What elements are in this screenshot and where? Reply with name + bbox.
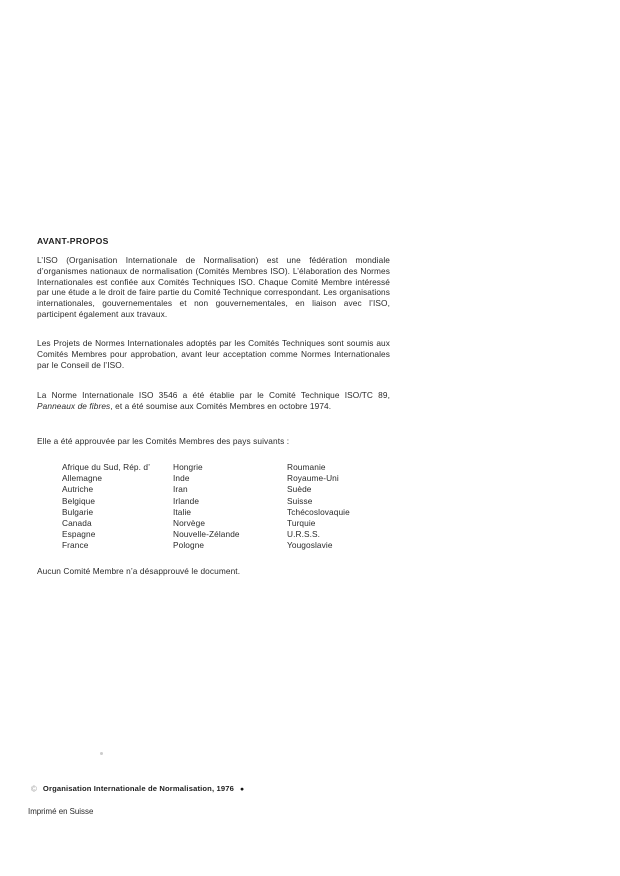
copyright-text: Organisation Internationale de Normalisation, 1976	[42, 784, 234, 793]
country-item: Roumanie	[287, 462, 326, 472]
bullet-icon: ●	[239, 786, 245, 793]
paragraph-draft-approval-process: Les Projets de Normes Internationales adoptés par les Comités Techniques sont soumis aux Comités Membres pour approbation, avant leur acceptation comme Normes Internationales par le Conseil de l’ISO.	[37, 338, 390, 370]
copyright-line	[31, 784, 244, 794]
country-item: Inde	[173, 473, 190, 484]
country-item: Royaume-Uni	[287, 473, 339, 484]
country-item: Espagne	[62, 529, 96, 540]
committee-title-italic: Panneaux de fibres	[37, 400, 111, 411]
country-column-1	[62, 462, 173, 552]
country-item: Italie	[173, 506, 192, 517]
country-item: Turquie	[287, 518, 316, 529]
country-item: Allemagne	[62, 473, 103, 484]
country-item: Belgique	[62, 495, 96, 506]
country-item: Canada	[62, 518, 92, 529]
country-column-3	[287, 462, 350, 552]
country-item: Afrique du Sud, Rép. d’	[62, 462, 151, 472]
country-item: Iran	[173, 484, 188, 495]
paragraph-standard-origin-text: La Norme Internationale ISO 3546 a été établie par le Comité Technique ISO/TC 89,	[37, 390, 390, 400]
scan-artifact-speck	[100, 752, 103, 755]
country-item: Bulgarie	[62, 506, 94, 517]
paragraph-standard-origin	[37, 390, 390, 412]
country-column-2	[173, 462, 287, 552]
country-item: Autriche	[62, 484, 94, 495]
copyright-icon: ©	[31, 784, 37, 794]
country-item: Tchécoslovaquie	[287, 506, 350, 517]
approval-intro-line: Elle a été approuvée par les Comités Membres des pays suivants :	[37, 436, 290, 446]
paragraph-standard-origin-continuation: , et a été soumise aux Comités Membres en octobre 1974.	[110, 400, 332, 411]
disapproval-note: Aucun Comité Membre n’a désapprouvé le document.	[37, 566, 241, 576]
country-item: France	[62, 540, 89, 551]
paragraph-iso-description: L’ISO (Organisation Internationale de Normalisation) est une fédération mondiale d’organismes nationaux de normalisation (Comités Membres ISO). L’élaboration des Normes Internationales est confiée aux Comités Techniques ISO. Chaque Comité Membre intéressé par une étude a le droit de faire partie du Comité Technique correspondant. Les organisations internationales, gouvernementales et non gouvernementales, en liaison avec l’ISO, participent également aux travaux.	[37, 255, 390, 319]
section-heading: AVANT-PROPOS	[37, 236, 109, 246]
country-item: Irlande	[173, 495, 200, 506]
country-item: Norvège	[173, 518, 206, 529]
country-item: Suisse	[287, 495, 313, 506]
country-item: Hongrie	[173, 462, 203, 472]
country-item: U.R.S.S.	[287, 529, 321, 540]
country-item: Yougoslavie	[287, 540, 333, 551]
country-item: Pologne	[173, 540, 205, 551]
printed-in-line: Imprimé en Suisse	[28, 807, 94, 816]
country-item: Suède	[287, 484, 312, 495]
country-item: Nouvelle-Zélande	[173, 529, 240, 540]
approving-countries-list	[62, 462, 350, 552]
